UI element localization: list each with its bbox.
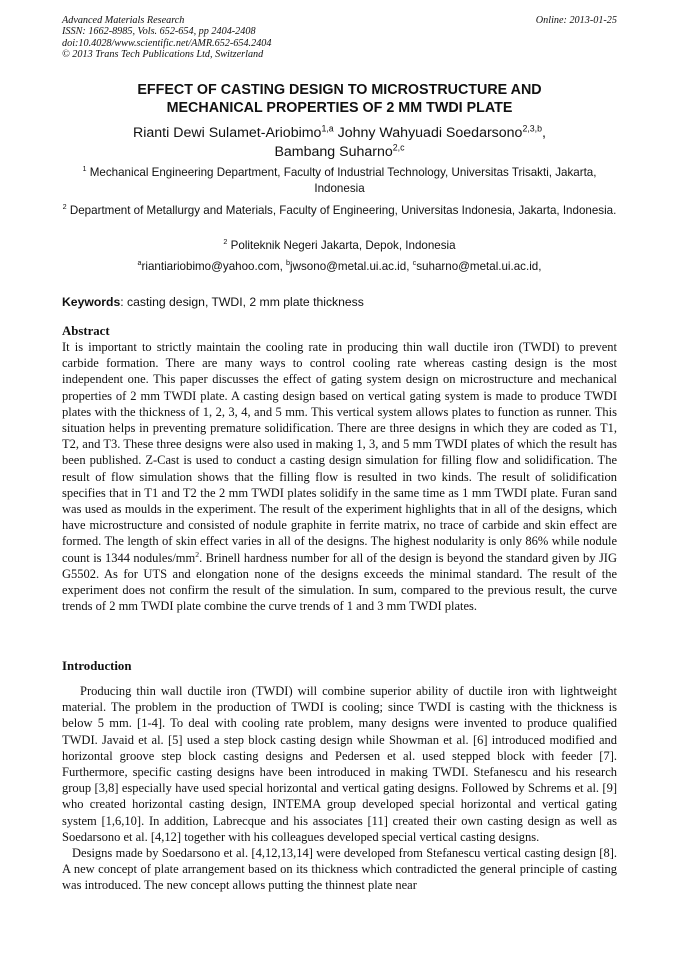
keywords-text: : casting design, TWDI, 2 mm plate thickness (120, 295, 364, 309)
affiliation-2-marker: 2 (62, 202, 67, 212)
email-c-marker: c (412, 258, 417, 268)
affiliation-2-text: Department of Metallurgy and Materials, Faculty of Engineering, Universitas Indonesia, Jakarta, Indonesia. (66, 204, 617, 217)
email-b[interactable]: jwsono@metal.ui.ac.id, (290, 260, 413, 273)
author-1-marker: 1,a (321, 123, 334, 134)
author-list (62, 124, 617, 161)
introduction-body (62, 683, 617, 894)
affiliation-3 (62, 238, 617, 254)
affiliation-1-text: Mechanical Engineering Department, Faculty of Industrial Technology, Universitas Trisakti, Jakarta, Indonesia (86, 166, 597, 195)
author-3: Bambang Suharno (274, 143, 393, 160)
journal-name: Advanced Materials Research (62, 15, 185, 26)
abstract-text-part-2: . Brinell hardness number for all of the design is beyond the standard given by JIG G5502. As for UTS and elongation none of the designs exceeds the minimal standard. The result of the experiment does not confirm the result of the simulation. In sum, compared to the previous result, the curve trends of 2 mm TWDI plate combine the curve trends of 1 and 3 mm TWDI plates. (62, 550, 617, 614)
abstract-heading: Abstract (62, 324, 110, 338)
author-2: Johny Wahyuadi Soedarsono (333, 125, 523, 141)
affiliation-1-marker: 1 (82, 164, 87, 174)
affiliation-2 (62, 203, 617, 219)
author-2-marker: 2,3,b (522, 123, 543, 134)
paper-title (62, 82, 617, 117)
affiliation-1 (62, 165, 617, 197)
author-3-marker: 2,c (392, 141, 405, 152)
copyright-line: © 2013 Trans Tech Publications Ltd, Switzerland (62, 48, 264, 60)
author-1: Rianti Dewi Sulamet-Ariobimo (133, 125, 322, 141)
introduction-paragraph-1: Producing thin wall ductile iron (TWDI) will combine superior ability of ductile iron with lightweight material. The problem in the production of TWDI is cooling; since TWDI is casting with the thickness is below 5 mm. [1-4]. To deal with cooling rate problem, many designs were invented to produce qualified TWDI. Javaid et al. [5] used a step block casting design while Showman et al. [6] introduced modified and horizontal groove step block casting designs and Pedersen et al. used stepped block with feeder [7]. Furthermore, specific casting designs have been introduced in making TWDI. Stefanescu and his research group [3,8] especially have used special horizontal and vertical gating designs. Followed by Schrems et al. [9] who created horizontal casting design, INTEMA group developed special horizontal and vertical gating system [1,6,10]. In addition, Labrecque and his associates [11] created their own casting design as well as Soedarsono et al. [4,12] together with his colleagues developed special vertical casting designs. (62, 684, 617, 844)
doi-line: doi:10.4028/www.scientific.net/AMR.652-654.2404 (62, 37, 272, 49)
email-a[interactable]: riantiariobimo@yahoo.com, (141, 260, 287, 273)
title-line-2: MECHANICAL PROPERTIES OF 2 MM TWDI PLATE (166, 99, 513, 116)
abstract-text-part-1: It is important to strictly maintain the cooling rate in producing thin wall ductile iron (TWDI) to prevent carbide formation. There are many ways to control cooling rate whereas casting design is the most independent one. This paper discusses the effect of gating system design on microstructure and mechanical properties of 2 mm TWDI plate. A casting design based on vertical gating system is made to produce TWDI plates with the thickness of 1, 2, 3, 4, and 5 mm. This vertical system allows plates to function as runner. This situation helps in preventing premature solidification. There are three designs in which they are coded as T1, T2, and T3. These three designs were also used in making 1, 3, and 5 mm TWDI plates of which the result has been published. Z-Cast is used to conduct a casting design simulation for filling flow and solidification. The result of flow simulation shows that the filling flow is resulted in two kinds. The result of solidification specifies that in T1 and T2 the 2 mm TWDI plates solidify in the same time as 1 mm TWDI plate. Furan sand was used as moulds in the experiment. The result of the experiment highlights that in all of the designs, which have microstructure and consisted of nodule graphite in ferrite matrix, no trace of carbide and skin effect are formed. The length of skin effect varies in all of the designs. The highest nodularity is only 86% while nodule count is 1344 nodules/mm (62, 340, 617, 565)
online-date: Online: 2013-01-25 (535, 15, 617, 26)
abstract-paragraph (62, 339, 617, 614)
abstract-superscript: 2 (195, 549, 200, 559)
abstract-body (62, 339, 617, 614)
introduction-paragraph-2: Designs made by Soedarsono et al. [4,12,13,14] were developed from Stefanescu vertical casting design [8]. A new concept of plate arrangement based on its thickness which contradicted the general principle of casting was introduced. The new concept allows putting the thinnest plate near (62, 846, 617, 893)
email-a-marker: a (137, 258, 142, 268)
authors-line-1 (62, 124, 617, 143)
keywords (62, 295, 617, 309)
title-line-1: EFFECT OF CASTING DESIGN TO MICROSTRUCTURE AND (137, 82, 542, 98)
author-separator: , (542, 125, 546, 141)
introduction-heading: Introduction (62, 659, 132, 673)
email-b-marker: b (286, 258, 291, 268)
authors-line-2 (62, 143, 617, 162)
author-emails (62, 259, 617, 275)
keywords-label: Keywords (62, 295, 121, 309)
journal-header (62, 15, 617, 60)
affiliation-3-text: Politeknik Negeri Jakarta, Depok, Indonesia (227, 239, 456, 252)
issn-line: ISSN: 1662-8985, Vols. 652-654, pp 2404-2408 (62, 26, 256, 38)
email-c[interactable]: suharno@metal.ui.ac.id, (416, 260, 542, 273)
affiliation-3-marker: 2 (223, 237, 228, 247)
